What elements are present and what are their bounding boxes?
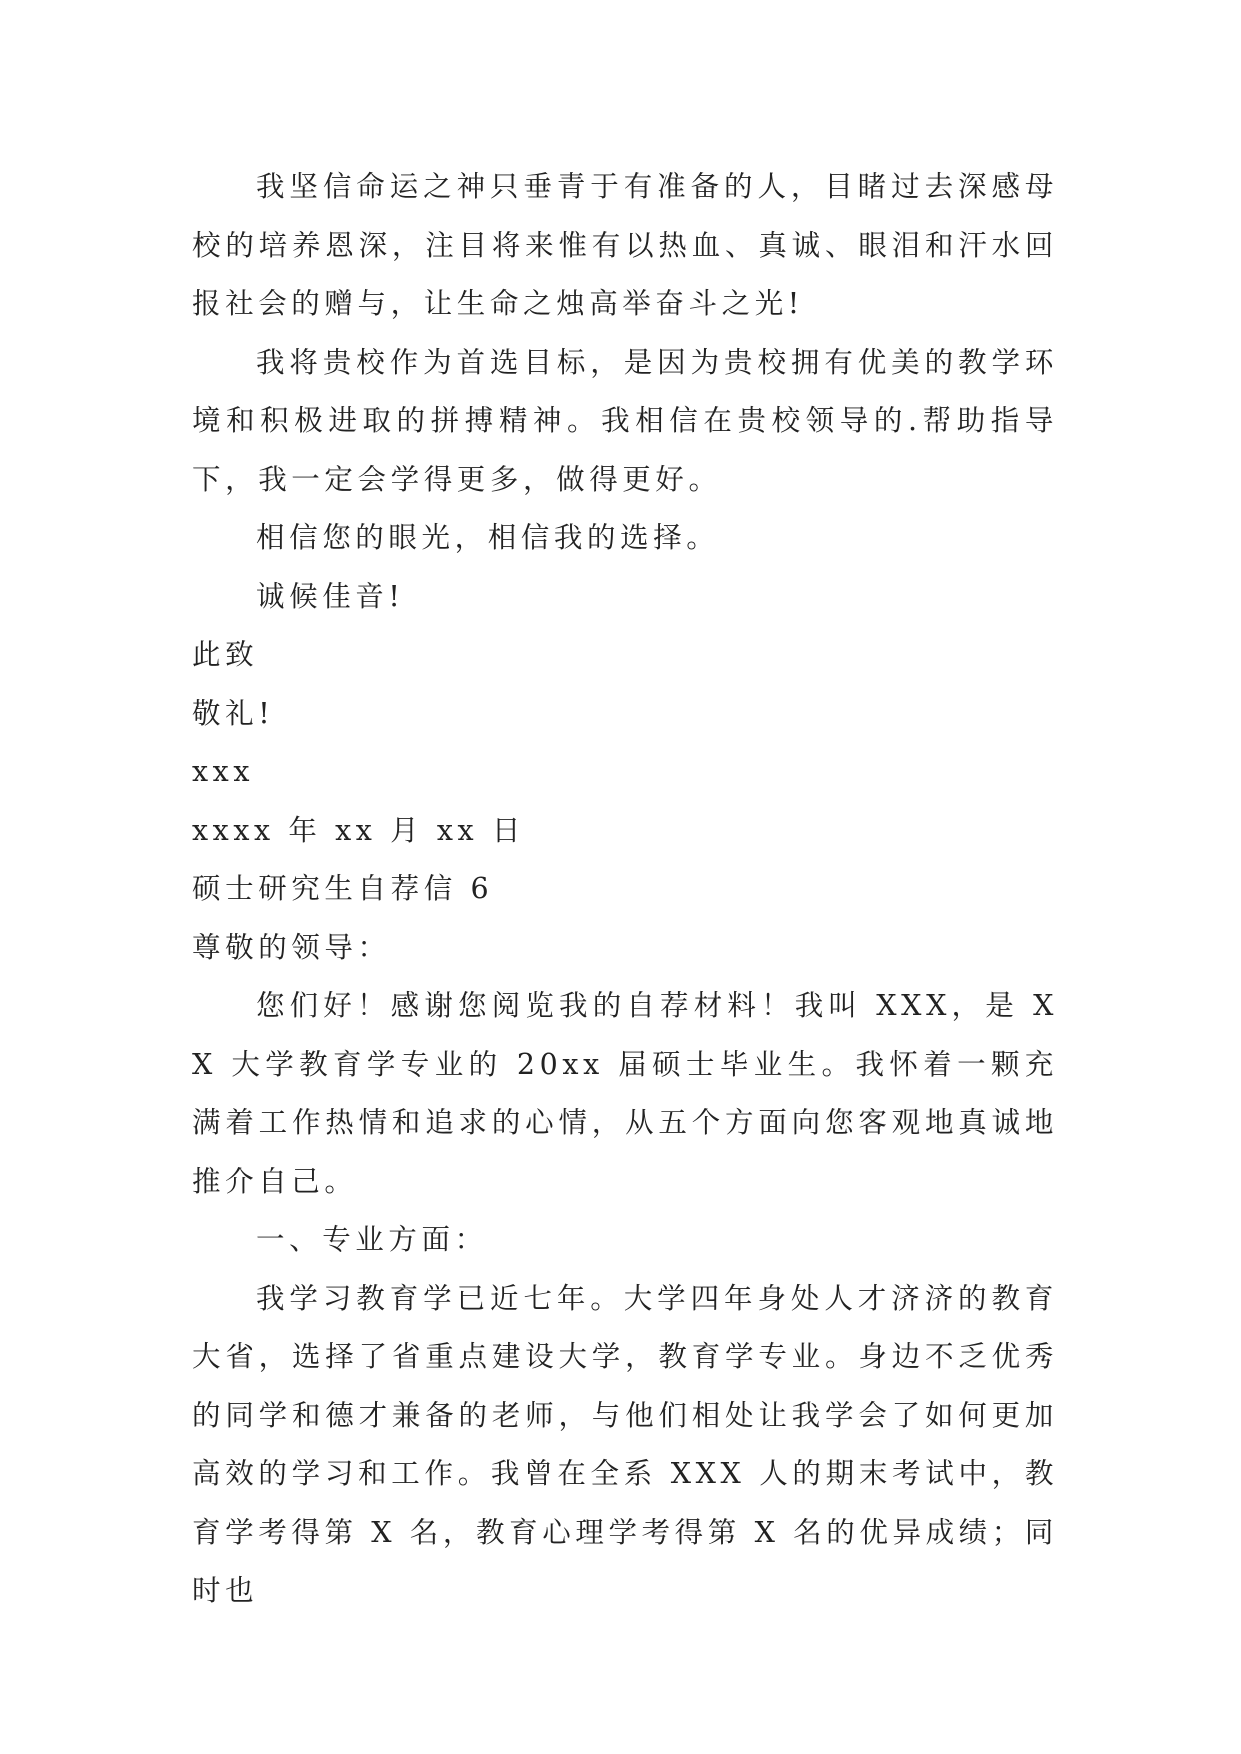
section-heading-major: 一、专业方面：	[256, 1223, 488, 1256]
closing-respect: 敬礼!	[192, 696, 275, 730]
signature-date: xxxx 年 xx 月 xx 日	[192, 813, 525, 847]
document-page	[192, 158, 1058, 1621]
paragraph-trust: 相信您的眼光，相信我的选择。	[256, 521, 720, 554]
paragraph-belief: 我坚信命运之神只垂青于有准备的人，目睹过去深感母校的培养恩深，注目将来惟有以热血、真诚、眼泪和汗水回报社会的赠与，让生命之烛高举奋斗之光!	[192, 170, 1058, 320]
paragraph-target-school: 我将贵校作为首选目标，是因为贵校拥有优美的教学环境和积极进取的拼搏精神。我相信在贵校领导的.帮助指导下，我一定会学得更多，做得更好。	[192, 345, 1058, 496]
paragraph-major-details: 我学习教育学已近七年。大学四年身处人才济济的教育大省，选择了省重点建设大学，教育学专业。身边不乏优秀的同学和德才兼备的老师，与他们相处让我学会了如何更加高效的学习和工作。我曾在全系 XXX 人的期末考试中，教育学考得第 X 名，教育心理学考得第 X 名的优异成绩；同时也	[192, 1281, 1058, 1607]
letter-greeting: 尊敬的领导：	[192, 930, 391, 964]
paragraph-await-reply: 诚候佳音!	[256, 579, 405, 613]
section-title: 硕士研究生自荐信 6	[192, 872, 494, 905]
signature-name: xxx	[192, 755, 255, 788]
paragraph-introduction: 您们好！感谢您阅览我的自荐材料！我叫 XXX，是 XX 大学教育学专业的 20xx 届硕士毕业生。我怀着一颗充满着工作热情和追求的心情，从五个方面向您客观地真诚地推介自己。	[192, 989, 1058, 1198]
closing-salutation: 此致	[192, 638, 259, 671]
